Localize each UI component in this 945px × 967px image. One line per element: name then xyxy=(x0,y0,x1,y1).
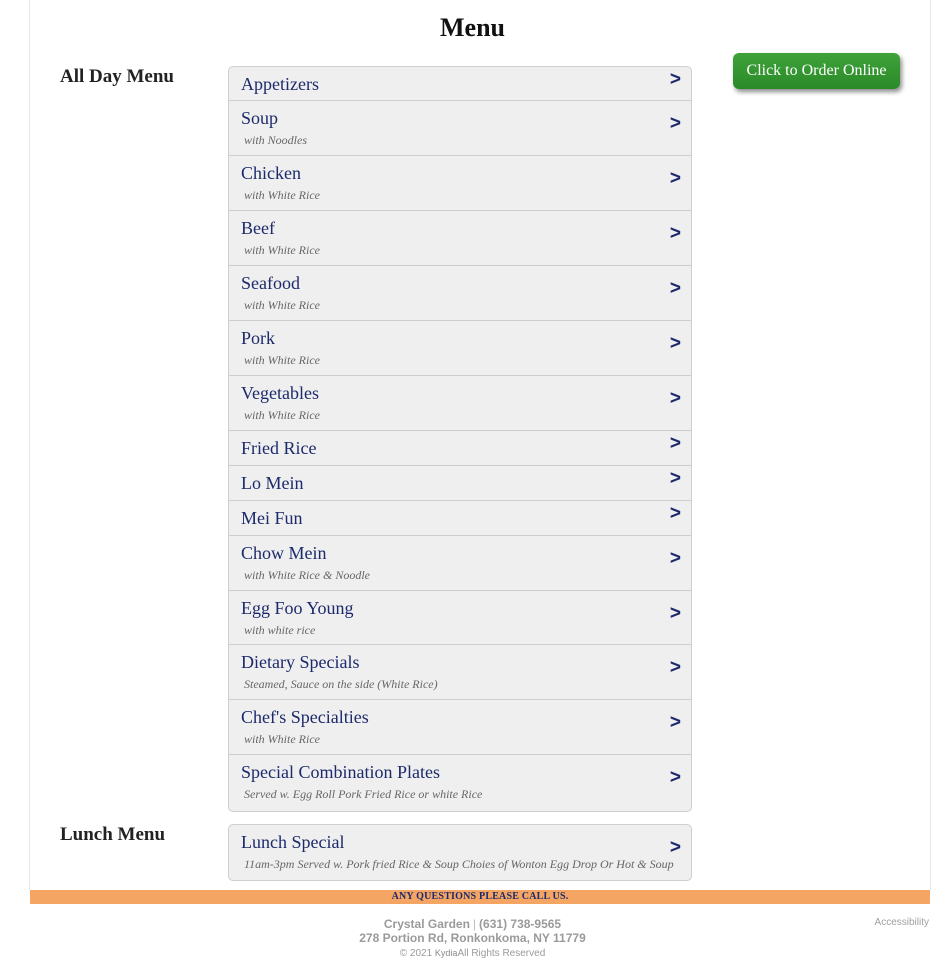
footer-separator: | xyxy=(472,917,477,931)
chevron-right-icon: > xyxy=(669,767,681,788)
menu-item-beef[interactable] xyxy=(229,211,691,266)
chevron-right-icon: > xyxy=(669,113,681,134)
menu-item-name: Appetizers xyxy=(241,74,319,94)
menu-item-chefs-specialties[interactable] xyxy=(229,700,691,755)
menu-item-chow-mein[interactable] xyxy=(229,536,691,591)
accessibility-link[interactable]: Accessibility xyxy=(874,917,929,928)
lunch-menu-list xyxy=(228,824,692,881)
rights-text: All Rights Reserved xyxy=(457,948,546,959)
copyright-text: © 2021 xyxy=(399,948,433,959)
chevron-right-icon: > xyxy=(669,837,681,858)
menu-item-special-combination-plates[interactable] xyxy=(229,755,691,811)
menu-item-desc: Steamed, Sauce on the side (White Rice) xyxy=(244,677,438,691)
menu-item-name: Dietary Specials xyxy=(241,652,360,672)
chevron-right-icon: > xyxy=(669,433,681,454)
menu-item-desc: with White Rice xyxy=(244,298,320,312)
menu-item-desc: with White Rice xyxy=(244,243,320,257)
chevron-right-icon: > xyxy=(669,503,681,524)
menu-item-name: Special Combination Plates xyxy=(241,762,440,782)
menu-item-name: Soup xyxy=(241,108,279,128)
menu-item-name: Vegetables xyxy=(241,383,319,403)
chevron-right-icon: > xyxy=(669,223,681,244)
menu-item-desc: with white rice xyxy=(244,623,316,637)
menu-item-name: Seafood xyxy=(241,273,300,293)
menu-item-lunch-special[interactable] xyxy=(229,825,691,880)
chevron-right-icon: > xyxy=(669,278,681,299)
section-title-all-day: All Day Menu xyxy=(60,66,174,87)
menu-item-name: Pork xyxy=(241,328,276,348)
menu-item-name: Egg Foo Young xyxy=(241,598,354,618)
chevron-right-icon: > xyxy=(669,712,681,733)
menu-item-vegetables[interactable] xyxy=(229,376,691,431)
menu-item-name: Mei Fun xyxy=(241,508,303,528)
all-day-menu-list xyxy=(228,66,692,812)
menu-item-lo-mein[interactable] xyxy=(229,466,691,501)
address-link[interactable]: 278 Portion Rd, Ronkonkoma, NY 11779 xyxy=(359,931,586,945)
chevron-right-icon: > xyxy=(669,548,681,569)
menu-item-fried-rice[interactable] xyxy=(229,431,691,466)
menu-item-mei-fun[interactable] xyxy=(229,501,691,536)
menu-item-dietary-specials[interactable] xyxy=(229,645,691,700)
menu-item-name: Lunch Special xyxy=(241,832,345,852)
chevron-right-icon: > xyxy=(669,333,681,354)
chevron-right-icon: > xyxy=(669,69,681,90)
menu-item-desc: with Noodles xyxy=(244,133,308,147)
chevron-right-icon: > xyxy=(669,657,681,678)
section-title-lunch: Lunch Menu xyxy=(60,824,166,845)
menu-item-egg-foo-young[interactable] xyxy=(229,591,691,645)
menu-item-desc: with White Rice xyxy=(244,188,320,202)
menu-item-soup[interactable] xyxy=(229,101,691,156)
footer xyxy=(0,917,945,962)
menu-item-name: Chef's Specialties xyxy=(241,707,369,727)
chevron-right-icon: > xyxy=(669,603,681,624)
chevron-right-icon: > xyxy=(669,168,681,189)
menu-item-pork[interactable] xyxy=(229,321,691,376)
page-title: Menu xyxy=(440,13,505,42)
menu-item-desc: 11am-3pm Served w. Pork fried Rice & Soup Choies of Wonton Egg Drop Or Hot & Soup xyxy=(244,857,674,871)
menu-item-desc: Served w. Egg Roll Pork Fried Rice or white Rice xyxy=(244,787,483,801)
menu-item-seafood[interactable] xyxy=(229,266,691,321)
menu-item-desc: with White Rice xyxy=(244,408,320,422)
restaurant-name: Crystal Garden xyxy=(383,917,470,931)
chevron-right-icon: > xyxy=(669,388,681,409)
menu-item-name: Beef xyxy=(241,218,275,238)
menu-item-chicken[interactable] xyxy=(229,156,691,211)
chevron-right-icon: > xyxy=(669,468,681,489)
call-us-banner: ANY QUESTIONS PLEASE CALL US. xyxy=(30,890,930,904)
kydia-link[interactable]: Kydia xyxy=(434,948,458,958)
menu-item-appetizers[interactable] xyxy=(229,67,691,101)
menu-item-name: Chow Mein xyxy=(241,543,327,563)
menu-item-desc: with White Rice & Noodle xyxy=(244,568,370,582)
menu-item-name: Fried Rice xyxy=(241,438,317,458)
phone-link[interactable]: (631) 738-9565 xyxy=(479,917,562,931)
menu-item-desc: with White Rice xyxy=(244,732,320,746)
order-online-button[interactable]: Click to Order Online xyxy=(733,53,900,89)
menu-item-name: Lo Mein xyxy=(241,473,304,493)
menu-item-name: Chicken xyxy=(241,163,301,183)
menu-item-desc: with White Rice xyxy=(244,353,320,367)
